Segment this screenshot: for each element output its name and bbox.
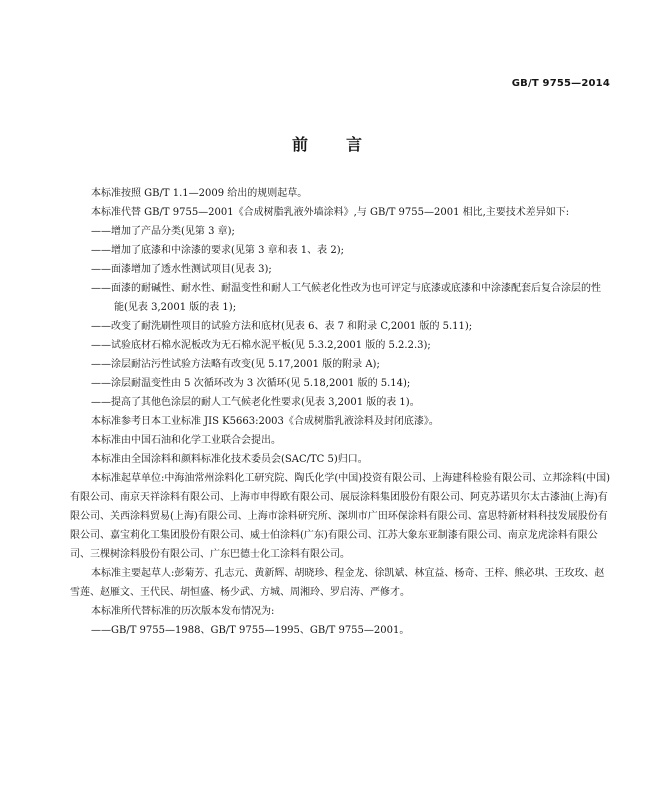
drafters-paragraph: 本标准主要起草人:彭菊芳、孔志元、黄新辉、胡晓珍、程金龙、徐凯斌、林宜益、杨奇、王梓、熊必琪、王玫玫、赵雪莲、赵雁文、王代民、胡恒盛、杨少武、方城、周湘玲、罗启涛、严修才。 [70,568,605,598]
list-item: ——面漆的耐碱性、耐水性、耐温变性和耐人工气候老化性改为也可评定与底漆或底漆和中涂漆配套后复合涂层的性能(见表 3,2001 版的表 1); [91,283,601,313]
list-item: ——增加了底漆和中涂漆的要求(见第 3 章和表 1、表 2); [91,245,344,256]
list-item: ——改变了耐洗刷性项目的试验方法和底材(见表 6、表 7 和附录 C,2001 版的 5.11); [91,321,473,332]
list-item: ——提高了其他色涂层的耐人工气候老化性要求(见表 3,2001 版的表 1)。 [91,397,420,408]
list-item: ——面漆增加了透水性测试项目(见表 3); [91,264,272,275]
list-item: ——涂层耐温变性由 5 次循环改为 3 次循环(见 5.18,2001 版的 5.14); [91,378,411,389]
drafting-units-paragraph: 本标准起草单位:中海油常州涂料化工研究院、陶氏化学(中国)投资有限公司、上海建科检验有限公司、立邦涂料(中国)有限公司、南京天祥涂料有限公司、上海市申得欧有限公司、展辰涂料集团股份有限公司、阿克苏诺贝尔太古漆油(上海)有限公司、关西涂料贸易(上海)有限公司、上海市涂料研究所、深圳市广田环保涂料有限公司、富思特新材料科技发展股份有限公司、嘉宝莉化工集团股份有限公司、威士伯涂料(广东)有限公司、江苏大象东亚制漆有限公司、南京龙虎涂料有限公司、三棵树涂料股份有限公司、广东巴德士化工涂料有限公司。 [70,473,610,560]
centralized-by-paragraph: 本标准由全国涂料和颜料标准化技术委员会(SAC/TC 5)归口。 [91,454,368,465]
page-title: 前言 [291,135,400,154]
reference-paragraph: 本标准参考日本工业标准 JIS K5663:2003《合成树脂乳液涂料及封闭底漆》。 [91,416,439,427]
drafting-rules-paragraph: 本标准按照 GB/T 1.1—2009 给出的规则起草。 [91,188,308,199]
replacement-paragraph: 本标准代替 GB/T 9755—2001《合成树脂乳液外墙涂料》,与 GB/T 9755—2001 相比,主要技术差异如下: [91,207,570,218]
foreword-body [70,184,610,640]
technical-changes-list [70,222,610,412]
list-item: ——增加了产品分类(见第 3 章); [91,226,235,237]
list-item: ——试验底材石棉水泥板改为无石棉水泥平板(见 5.3.2,2001 版的 5.2.2.3); [91,340,431,351]
standard-number: GB/T 9755—2014 [511,78,610,89]
history-intro-paragraph: 本标准所代替标准的历次版本发布情况为: [91,606,275,617]
proposed-by-paragraph: 本标准由中国石油和化学工业联合会提出。 [91,435,281,446]
list-item: ——涂层耐沾污性试验方法略有改变(见 5.17,2001 版的附录 A); [91,359,380,370]
history-versions: ——GB/T 9755—1988、GB/T 9755—1995、GB/T 9755—2001。 [91,625,410,636]
